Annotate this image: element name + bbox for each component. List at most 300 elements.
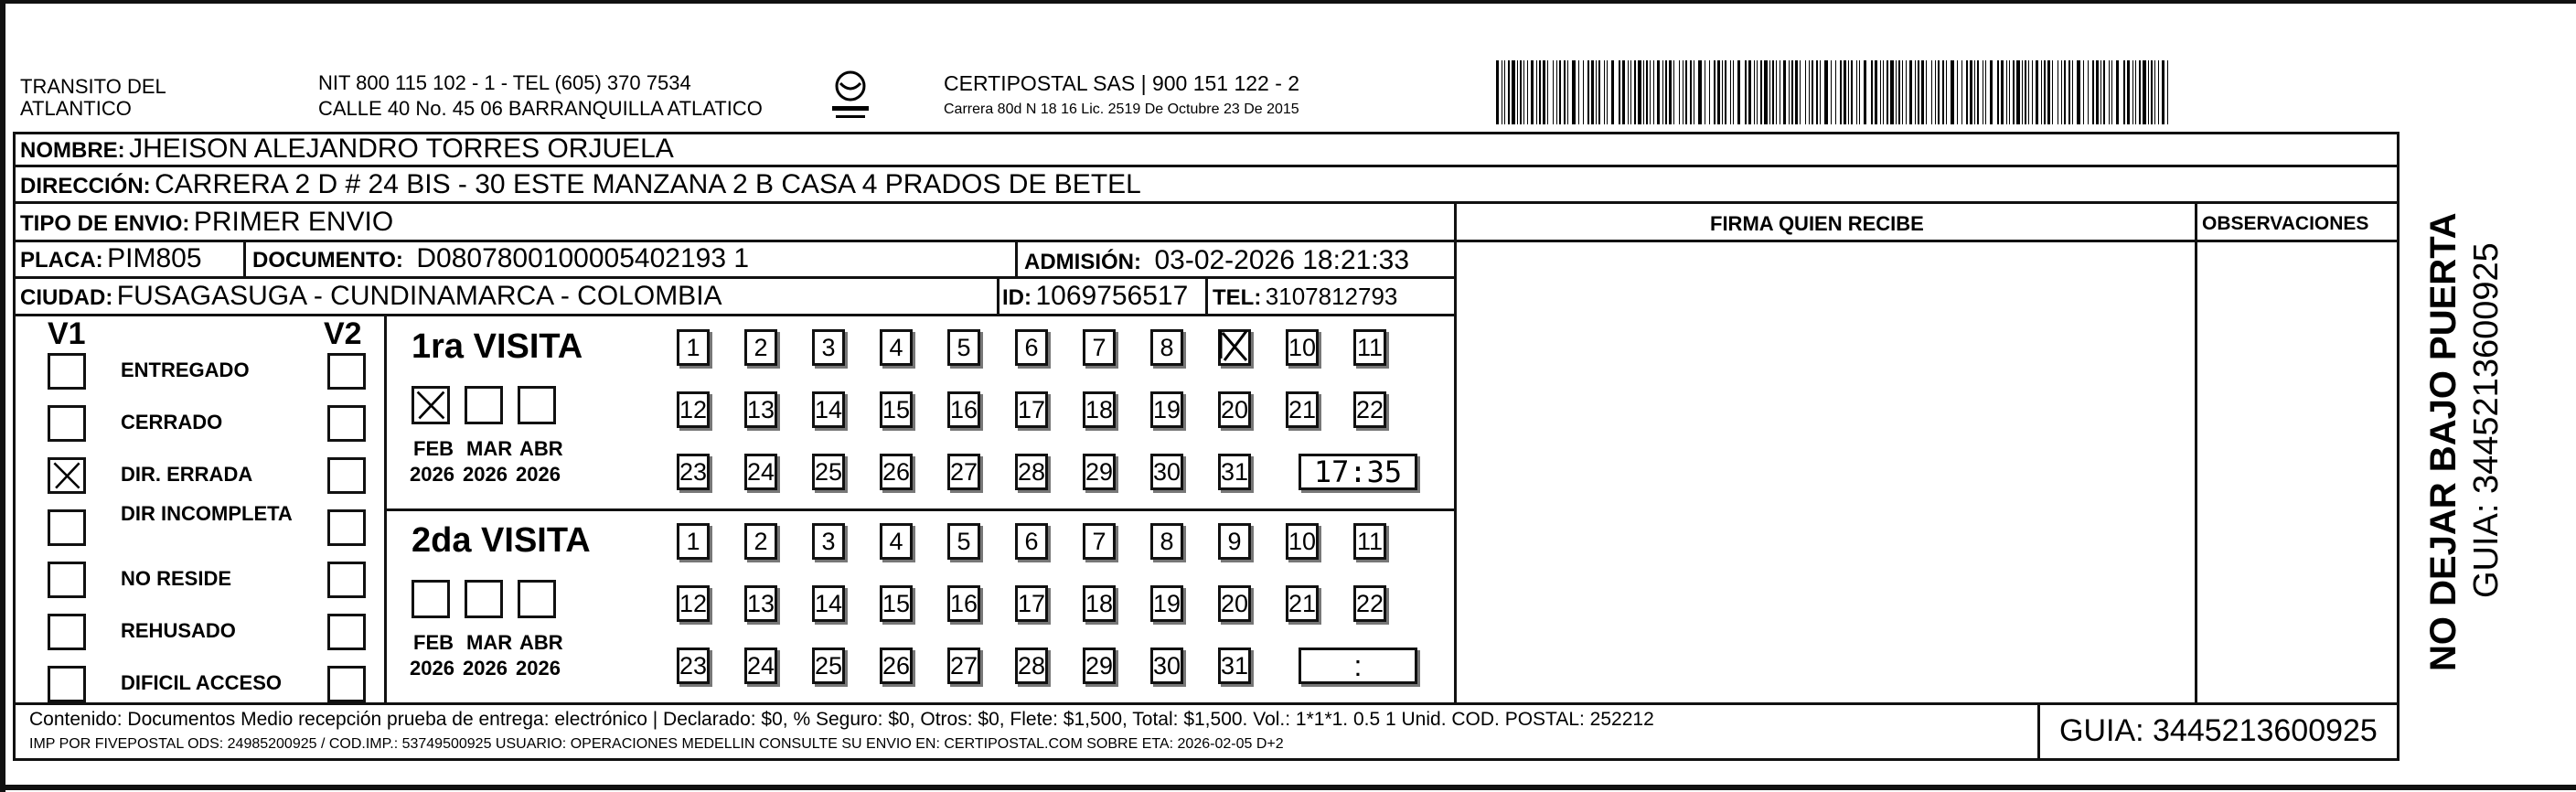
day-box[interactable]: 31 <box>1218 648 1251 684</box>
month-checkbox[interactable] <box>518 386 556 424</box>
visit-title: 1ra VISITA <box>412 327 583 366</box>
barcode-bar <box>1690 60 1692 124</box>
observaciones-header: OBSERVACIONES <box>2202 213 2369 234</box>
tipo-row <box>20 209 393 236</box>
month-label: FEB <box>413 437 454 460</box>
v1-header: V1 <box>48 316 86 351</box>
barcode-bar <box>1572 60 1576 124</box>
barcode-bar <box>1840 60 1842 124</box>
barcode-bar <box>1643 60 1644 124</box>
ciudad-label: CIUDAD: <box>20 285 113 310</box>
tel-label: TEL: <box>1213 285 1262 310</box>
barcode-bar <box>2068 60 2070 124</box>
rule <box>2037 704 2040 761</box>
barcode-bar <box>2116 60 2119 124</box>
barcode-bar <box>1685 60 1687 124</box>
barcode-bar <box>1630 60 1631 124</box>
barcode-bar <box>1556 60 1557 124</box>
barcode-bar <box>2047 60 2050 124</box>
id-label: ID: <box>1002 285 1031 310</box>
day-box[interactable]: 27 <box>947 648 980 684</box>
day-box[interactable]: 15 <box>880 585 913 622</box>
barcode-bar <box>2143 60 2146 124</box>
barcode-bar <box>1812 60 1813 124</box>
barcode-bar <box>1611 60 1614 124</box>
barcode-bar <box>1859 60 1860 124</box>
day-box[interactable]: 12 <box>677 391 710 428</box>
barcode-bar <box>1512 60 1515 124</box>
day-box[interactable]: 11 <box>1353 329 1386 366</box>
day-box[interactable]: 22 <box>1353 585 1386 622</box>
day-box[interactable]: 10 <box>1286 523 1319 560</box>
documento-label: DOCUMENTO: <box>252 248 403 273</box>
barcode-bar <box>1772 60 1774 124</box>
barcode-bar <box>1496 60 1499 124</box>
barcode-bar <box>1935 60 1936 124</box>
day-box[interactable]: 2 <box>744 523 777 560</box>
barcode-bar <box>1665 60 1667 124</box>
barcode-bar <box>2127 60 2130 124</box>
barcode-bar <box>1717 60 1720 124</box>
barcode-bar <box>1638 60 1641 124</box>
day-box[interactable]: 20 <box>1218 585 1251 622</box>
day-box[interactable]: 21 <box>1286 391 1319 428</box>
barcode-bar <box>1567 60 1568 124</box>
barcode-bar <box>1709 60 1710 124</box>
admision-row <box>1024 247 1409 274</box>
day-box[interactable]: 14 <box>812 391 845 428</box>
day-box[interactable]: 18 <box>1083 391 1116 428</box>
top-border <box>0 0 2576 4</box>
barcode-bar <box>1578 60 1579 124</box>
certipostal-logo-icon <box>828 70 872 123</box>
month-checkbox[interactable] <box>465 580 503 618</box>
barcode-bar <box>1906 60 1907 124</box>
v2-checkbox[interactable] <box>327 509 366 546</box>
day-box[interactable]: 4 <box>880 523 913 560</box>
barcode-bar <box>2151 60 2153 124</box>
admision-value: 03-02-2026 18:21:33 <box>1154 245 1410 275</box>
barcode-bar <box>1604 60 1605 124</box>
rule <box>1454 203 1457 704</box>
month-checkbox[interactable] <box>412 386 450 424</box>
barcode-bar <box>1824 60 1828 124</box>
v2-checkbox[interactable] <box>327 457 366 494</box>
barcode-bar <box>2028 60 2029 124</box>
v1-checkbox[interactable] <box>48 509 86 546</box>
day-box[interactable]: 27 <box>947 454 980 490</box>
day-box[interactable]: 13 <box>744 585 777 622</box>
v1-checkbox[interactable] <box>48 353 86 390</box>
v1-checkbox[interactable] <box>48 562 86 598</box>
barcode-bar <box>2061 60 2062 124</box>
day-box[interactable]: 26 <box>880 648 913 684</box>
month-checkbox[interactable] <box>518 580 556 618</box>
v2-checkbox[interactable] <box>327 562 366 598</box>
barcode-bar <box>2092 60 2094 124</box>
barcode-bar <box>1880 60 1881 124</box>
barcode-bar <box>1789 60 1790 124</box>
day-box[interactable]: 7 <box>1083 523 1116 560</box>
barcode-bar <box>2088 60 2089 124</box>
day-box[interactable]: 28 <box>1015 454 1048 490</box>
status-option-label: REHUSADO <box>121 619 236 642</box>
direccion-label: DIRECCIÓN: <box>20 174 151 198</box>
id-value: 1069756517 <box>1035 281 1189 311</box>
barcode-bar <box>2096 60 2099 124</box>
day-box[interactable]: 10 <box>1286 329 1319 366</box>
barcode-bar <box>2158 60 2159 124</box>
day-box[interactable]: 16 <box>947 585 980 622</box>
barcode-bar <box>1856 60 1857 124</box>
barcode-bar <box>1598 60 1600 124</box>
v1-checkbox[interactable] <box>48 614 86 650</box>
barcode-bar <box>1722 60 1723 124</box>
barcode-bar <box>1931 60 1932 124</box>
barcode-bar <box>2072 60 2073 124</box>
direccion-value: CARRERA 2 D # 24 BIS - 30 ESTE MANZANA 2 B CASA 4 PRADOS DE BETEL <box>155 169 1141 199</box>
day-box[interactable]: 8 <box>1150 329 1183 366</box>
barcode-bar <box>1816 60 1818 124</box>
footer-contenido: Contenido: Documentos Medio recepción prueba de entrega: electrónico | Declarado: $0, % Seguro: $0, Otros: $0, Flete: $1,500, Total: $1,500. Vol.: 1*1*1. 0.5 1 Unid. COD. POSTAL: 252212 <box>29 709 1654 730</box>
rule <box>384 316 387 704</box>
month-year-label: 2026 <box>516 463 561 486</box>
barcode-bar <box>1918 60 1919 124</box>
barcode-bar <box>1698 60 1702 124</box>
day-box[interactable]: 1 <box>677 329 710 366</box>
day-box[interactable]: 16 <box>947 391 980 428</box>
visit-time-box[interactable]: 17:35 <box>1299 454 1417 490</box>
day-box[interactable]: 18 <box>1083 585 1116 622</box>
day-box[interactable]: 11 <box>1353 523 1386 560</box>
address-line: CALLE 40 No. 45 06 BARRANQUILLA ATLATICO <box>318 97 763 120</box>
day-box[interactable]: 5 <box>947 329 980 366</box>
barcode-bar <box>2132 60 2133 124</box>
tipo-label: TIPO DE ENVIO: <box>20 211 190 236</box>
bottom-border <box>0 785 2576 790</box>
month-label: ABR <box>519 631 563 654</box>
barcode-bar <box>1583 60 1584 124</box>
v2-checkbox[interactable] <box>327 405 366 442</box>
nombre-label: NOMBRE: <box>20 138 125 163</box>
month-year-label: 2026 <box>463 463 508 486</box>
day-box[interactable]: 31 <box>1218 454 1251 490</box>
barcode-bar <box>1653 60 1654 124</box>
rule <box>13 276 1456 279</box>
month-label: FEB <box>413 631 454 654</box>
barcode-bar <box>1607 60 1608 124</box>
direccion-row <box>20 171 1141 198</box>
status-option-label: ENTREGADO <box>121 359 250 381</box>
status-option-label: NO RESIDE <box>121 567 232 590</box>
day-box[interactable]: 24 <box>744 454 777 490</box>
barcode-bar <box>1946 60 1947 124</box>
barcode-bar <box>1669 60 1672 124</box>
barcode-bar <box>1871 60 1873 124</box>
visit-time-box[interactable]: : <box>1299 648 1417 684</box>
x-mark-icon <box>50 460 83 491</box>
day-box[interactable]: 23 <box>677 648 710 684</box>
barcode-bar <box>2103 60 2105 124</box>
barcode-bar <box>1523 60 1524 124</box>
day-box[interactable]: 15 <box>880 391 913 428</box>
footer-imp: IMP POR FIVEPOSTAL ODS: 24985200925 / COD.IMP.: 53749500925 USUARIO: OPERACIONES MEDELLIN CONSULTE SU ENVIO EN: CERTIPOSTAL.COM SOBRE ETA: 2026-02-05 D+2 <box>29 736 1284 752</box>
barcode-bar <box>2077 60 2080 124</box>
nit-line: NIT 800 115 102 - 1 - TEL (605) 370 7534 <box>318 71 691 94</box>
barcode-bar <box>1543 60 1545 124</box>
month-checkbox[interactable] <box>412 580 450 618</box>
barcode-bar <box>1760 60 1762 124</box>
barcode-bar <box>1657 60 1660 124</box>
day-box[interactable]: 6 <box>1015 523 1048 560</box>
barcode-bar <box>1559 60 1561 124</box>
barcode-bar <box>1938 60 1940 124</box>
rule <box>1205 278 1208 315</box>
barcode-bar <box>1990 60 1993 124</box>
barcode-bar <box>2032 60 2033 124</box>
x-mark-icon <box>1217 327 1250 364</box>
barcode-bar <box>1942 60 1944 124</box>
day-box[interactable]: 19 <box>1150 585 1183 622</box>
month-label: MAR <box>466 437 513 460</box>
barcode-bar <box>1539 60 1541 124</box>
day-box[interactable]: 14 <box>812 585 845 622</box>
barcode-bar <box>1628 60 1629 124</box>
barcode-bar <box>1748 60 1751 124</box>
barcode-bar <box>1896 60 1897 124</box>
barcode-bar <box>1587 60 1589 124</box>
side-guia: GUIA: 3445213600925 <box>2467 242 2506 598</box>
barcode-bar <box>1725 60 1726 124</box>
rule <box>2195 203 2197 704</box>
barcode-bar <box>1553 60 1554 124</box>
barcode-bar <box>1714 60 1716 124</box>
barcode-bar <box>1902 60 1903 124</box>
barcode-bar <box>1926 60 1927 124</box>
barcode-bar <box>1769 60 1770 124</box>
placa-row <box>20 245 202 273</box>
tel-value: 3107812793 <box>1265 283 1398 310</box>
day-box[interactable]: 23 <box>677 454 710 490</box>
v2-checkbox[interactable] <box>327 614 366 650</box>
x-mark-icon <box>414 389 447 422</box>
day-box[interactable]: 2 <box>744 329 777 366</box>
org-name-line2: ATLANTICO <box>20 97 132 120</box>
day-box[interactable]: 29 <box>1083 454 1116 490</box>
tel-row <box>1213 284 1397 309</box>
barcode-bar <box>2044 60 2046 124</box>
firma-header: FIRMA QUIEN RECIBE <box>1710 212 1924 235</box>
barcode-bar <box>1662 60 1663 124</box>
day-box[interactable]: 9 <box>1218 523 1251 560</box>
day-box[interactable]: 22 <box>1353 391 1386 428</box>
barcode-bar <box>1673 60 1674 124</box>
barcode-bar <box>2139 60 2141 124</box>
day-box[interactable]: 13 <box>744 391 777 428</box>
day-box[interactable]: 25 <box>812 454 845 490</box>
org-name-line1: TRANSITO DEL <box>20 75 166 98</box>
day-box[interactable]: 4 <box>880 329 913 366</box>
barcode-bar <box>2013 60 2015 124</box>
barcode-bar <box>2001 60 2004 124</box>
day-box[interactable]: 19 <box>1150 391 1183 428</box>
barcode-bar <box>2009 60 2010 124</box>
barcode-bar <box>1754 60 1755 124</box>
placa-label: PLACA: <box>20 248 103 273</box>
barcode-bar <box>1536 60 1537 124</box>
tipo-value: PRIMER ENVIO <box>193 207 394 237</box>
v1-checkbox[interactable] <box>48 457 86 494</box>
day-box[interactable]: 29 <box>1083 648 1116 684</box>
barcode-bar <box>1622 60 1625 124</box>
v1-checkbox[interactable] <box>48 405 86 442</box>
day-box[interactable]: 12 <box>677 585 710 622</box>
barcode-bar <box>2154 60 2155 124</box>
visit-title: 2da VISITA <box>412 521 591 560</box>
day-box[interactable]: 24 <box>744 648 777 684</box>
barcode-bar <box>1848 60 1849 124</box>
month-label: MAR <box>466 631 513 654</box>
rule <box>13 702 2400 705</box>
barcode-bar <box>2109 60 2110 124</box>
day-box[interactable]: 30 <box>1150 454 1183 490</box>
day-box[interactable]: 5 <box>947 523 980 560</box>
status-option-label: DIR INCOMPLETA <box>121 502 293 525</box>
barcode-bar <box>1835 60 1836 124</box>
day-box[interactable]: 20 <box>1218 391 1251 428</box>
barcode-bar <box>1730 60 1731 124</box>
month-year-label: 2026 <box>410 463 454 486</box>
barcode-bar <box>2025 60 2026 124</box>
barcode-bar <box>1951 60 1954 124</box>
barcode-bar <box>2052 60 2053 124</box>
left-border <box>0 0 5 792</box>
barcode-bar <box>1520 60 1522 124</box>
rule <box>13 201 2400 204</box>
month-year-label: 2026 <box>463 657 508 680</box>
barcode-bar <box>1619 60 1620 124</box>
barcode-bar <box>1961 60 1962 124</box>
month-year-label: 2026 <box>410 657 454 680</box>
barcode-bar <box>1864 60 1866 124</box>
barcode-bar <box>1517 60 1518 124</box>
v1-checkbox[interactable] <box>48 666 86 702</box>
status-option-label: CERRADO <box>121 411 223 433</box>
barcode-bar <box>1909 60 1912 124</box>
day-box[interactable]: 3 <box>812 523 845 560</box>
v2-checkbox[interactable] <box>327 353 366 390</box>
barcode-bar <box>1809 60 1810 124</box>
barcode-bar <box>1800 60 1801 124</box>
barcode-bar <box>1977 60 1979 124</box>
barcode-bar <box>1776 60 1777 124</box>
barcode-bar <box>1733 60 1734 124</box>
barcode-bar <box>1970 60 1972 124</box>
barcode-bar <box>1737 60 1740 124</box>
rule <box>1015 241 1018 278</box>
barcode-bar <box>1820 60 1821 124</box>
barcode-bar <box>1634 60 1636 124</box>
side-warning: NO DEJAR BAJO PUERTA <box>2423 212 2464 671</box>
barcode <box>1496 60 2175 124</box>
rule <box>13 314 1456 316</box>
barcode-bar <box>1875 60 1877 124</box>
day-box[interactable]: 21 <box>1286 585 1319 622</box>
id-row <box>1002 283 1188 310</box>
rule <box>13 165 2400 167</box>
day-box[interactable]: 25 <box>812 648 845 684</box>
barcode-bar <box>1596 60 1597 124</box>
placa-value: PIM805 <box>107 243 202 273</box>
barcode-bar <box>1504 60 1505 124</box>
barcode-bar <box>1915 60 1916 124</box>
barcode-bar <box>1547 60 1548 124</box>
ciudad-row <box>20 283 722 310</box>
nombre-row <box>20 135 674 163</box>
day-box[interactable]: 8 <box>1150 523 1183 560</box>
barcode-bar <box>1974 60 1975 124</box>
barcode-bar <box>2083 60 2084 124</box>
rule <box>384 508 1456 511</box>
barcode-bar <box>1921 60 1924 124</box>
day-box[interactable]: 6 <box>1015 329 1048 366</box>
admision-label: ADMISIÓN: <box>1024 250 1141 274</box>
barcode-bar <box>1591 60 1594 124</box>
barcode-bar <box>2167 60 2168 124</box>
barcode-bar <box>2100 60 2101 124</box>
barcode-bar <box>2022 60 2023 124</box>
day-box[interactable]: 3 <box>812 329 845 366</box>
license-line: Carrera 80d N 18 16 Lic. 2519 De Octubre 23 De 2015 <box>944 102 1299 117</box>
barcode-bar <box>2006 60 2007 124</box>
barcode-bar <box>2016 60 2020 124</box>
barcode-bar <box>1531 60 1534 124</box>
day-box[interactable]: 28 <box>1015 648 1048 684</box>
barcode-bar <box>1745 60 1747 124</box>
barcode-bar <box>1831 60 1832 124</box>
courier-line: CERTIPOSTAL SAS | 900 151 122 - 2 <box>944 71 1300 95</box>
barcode-bar <box>1508 60 1510 124</box>
day-box[interactable]: 1 <box>677 523 710 560</box>
barcode-bar <box>1883 60 1884 124</box>
day-box[interactable]: 7 <box>1083 329 1116 366</box>
day-box[interactable]: 17 <box>1015 391 1048 428</box>
day-box[interactable]: 30 <box>1150 648 1183 684</box>
barcode-bar <box>1957 60 1958 124</box>
barcode-bar <box>1890 60 1894 124</box>
barcode-bar <box>2123 60 2125 124</box>
status-option-label: DIR. ERRADA <box>121 463 253 486</box>
barcode-bar <box>2111 60 2112 124</box>
barcode-bar <box>2162 60 2164 124</box>
barcode-bar <box>1795 60 1798 124</box>
barcode-bar <box>1997 60 1999 124</box>
day-box[interactable]: 26 <box>880 454 913 490</box>
barcode-bar <box>1646 60 1648 124</box>
barcode-bar <box>2148 60 2149 124</box>
barcode-bar <box>2036 60 2038 124</box>
v2-checkbox[interactable] <box>327 666 366 702</box>
month-checkbox[interactable] <box>465 386 503 424</box>
barcode-bar <box>1527 60 1528 124</box>
barcode-bar <box>1783 60 1786 124</box>
barcode-bar <box>1650 60 1651 124</box>
rule <box>997 278 999 315</box>
documento-row <box>252 245 749 273</box>
barcode-bar <box>1805 60 1806 124</box>
day-box[interactable]: 17 <box>1015 585 1048 622</box>
month-label: ABR <box>519 437 563 460</box>
